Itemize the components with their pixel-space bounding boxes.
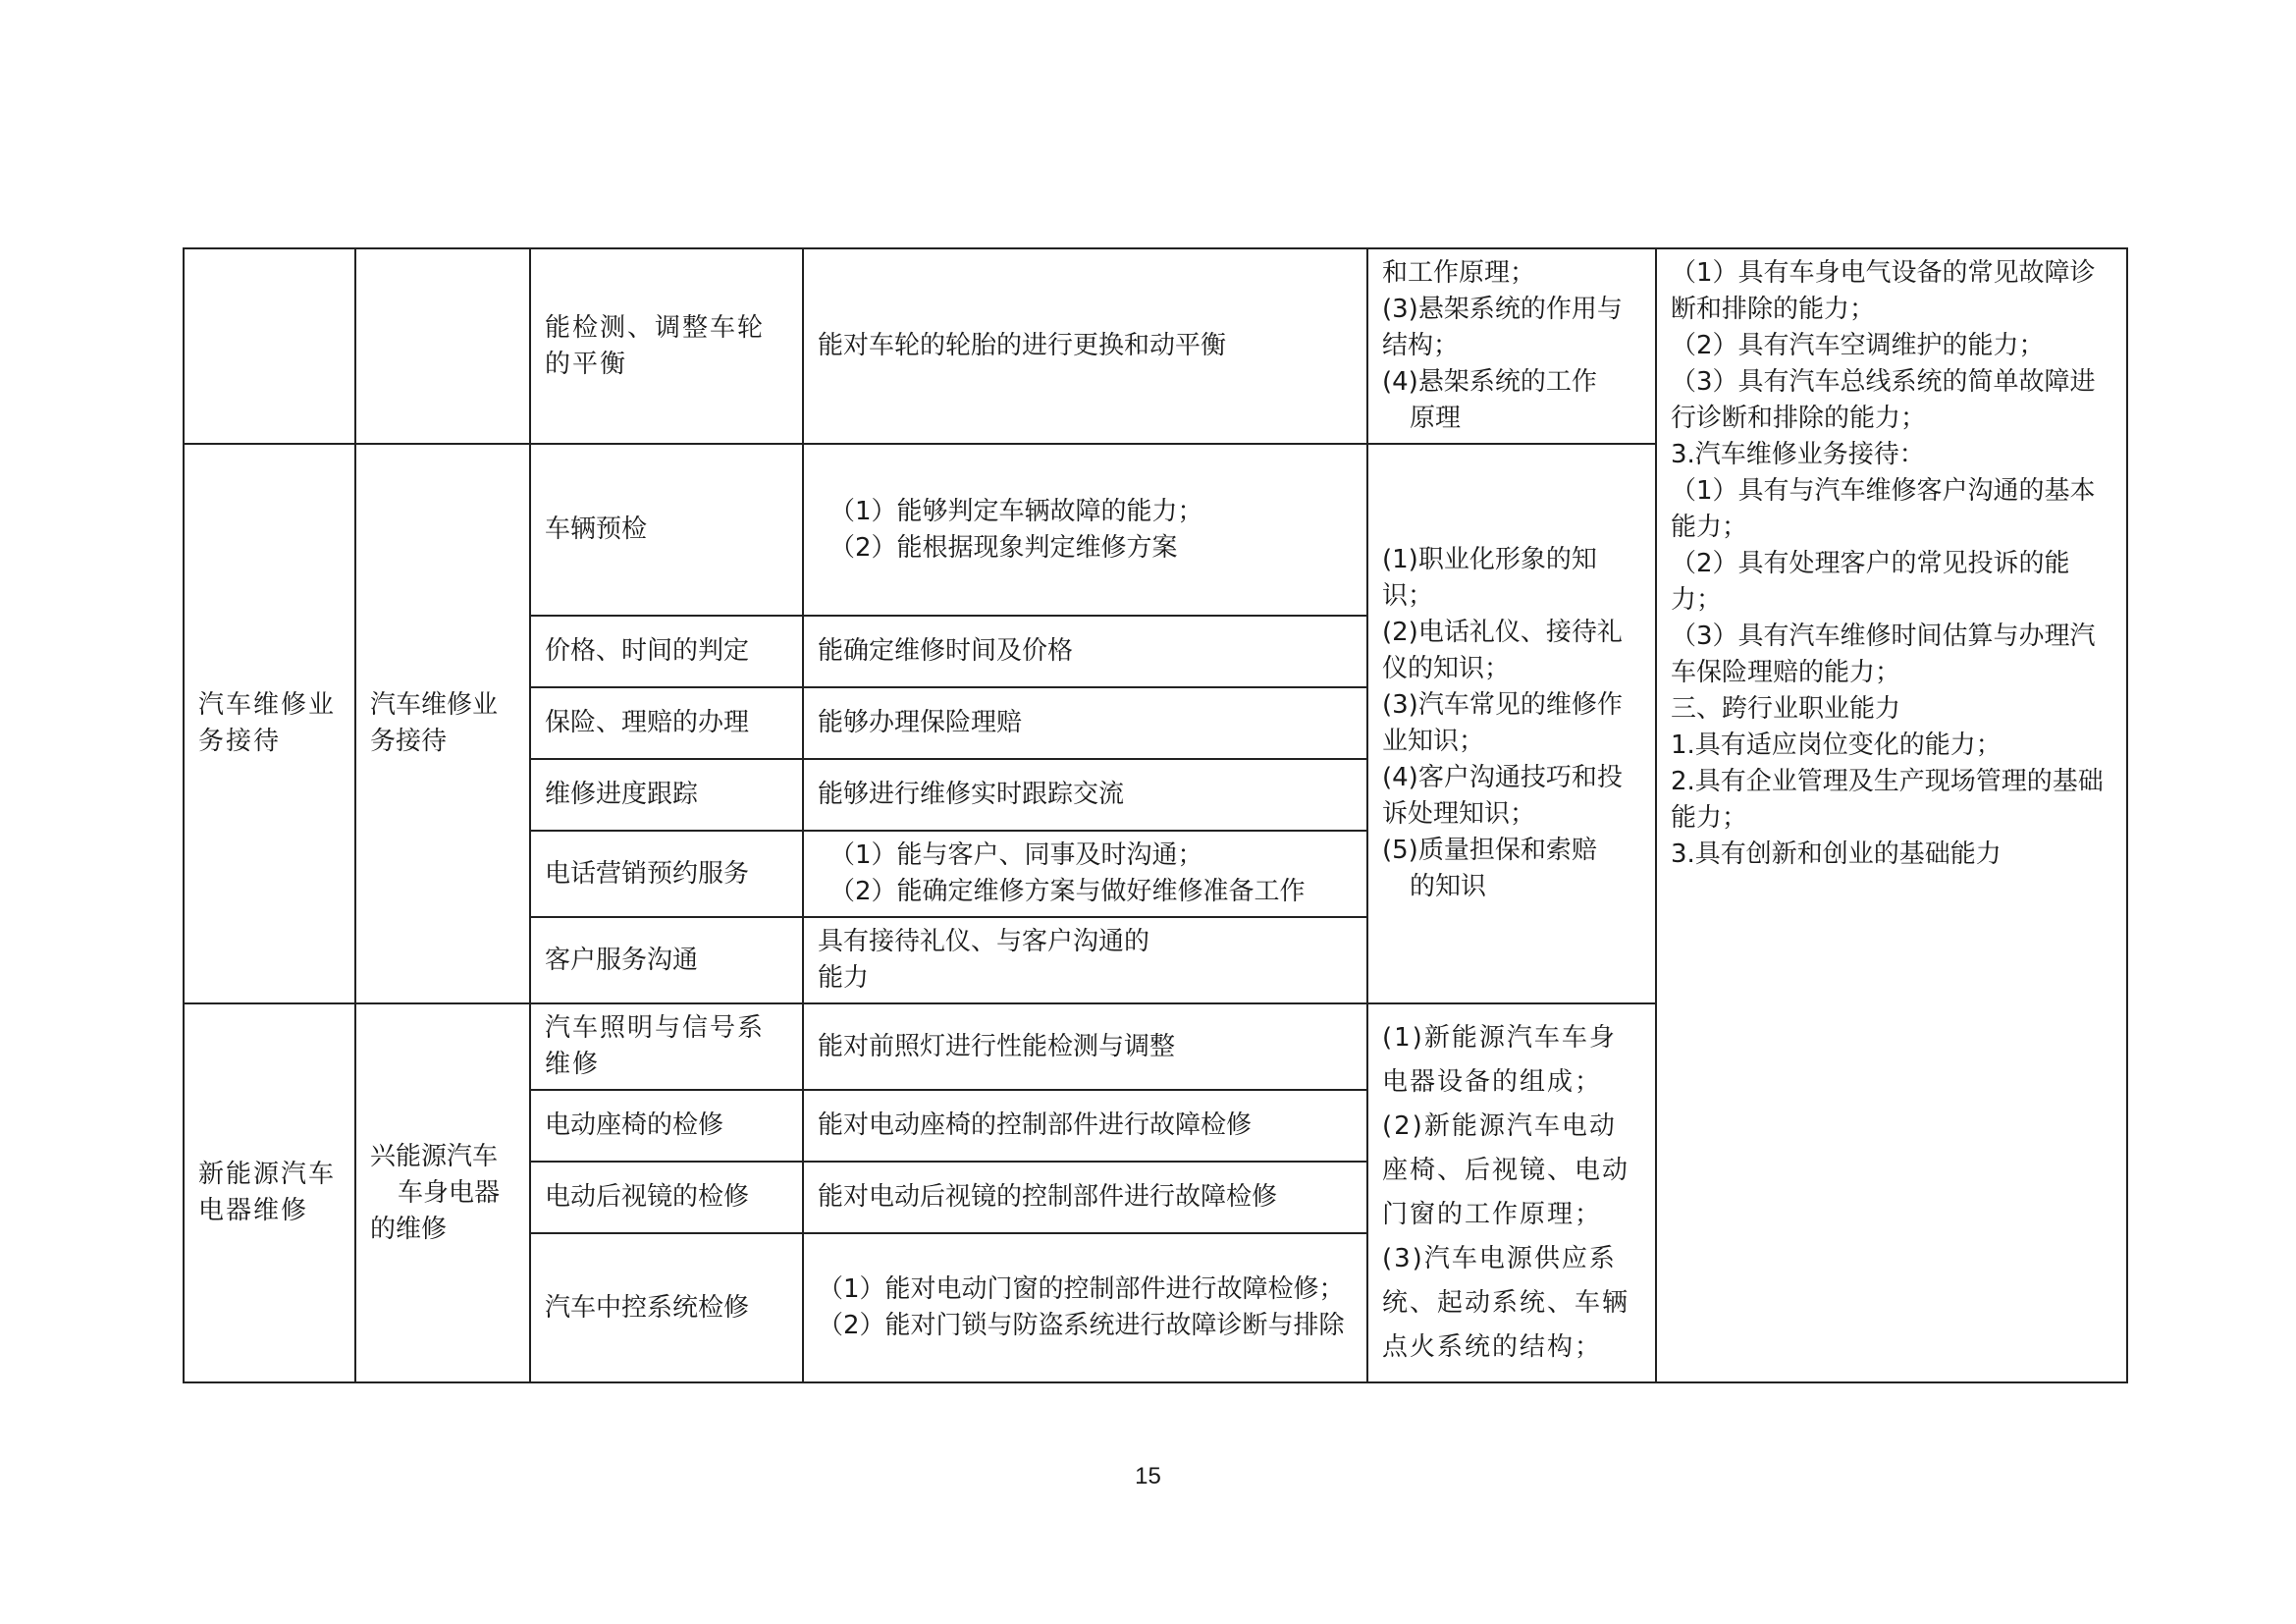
cell-skill: 能确定维修时间及价格 [803, 616, 1367, 687]
cell-area: 新能源汽车电器维修 [184, 1003, 355, 1382]
cell-skill: （1）能对电动门窗的控制部件进行故障检修； （2）能对门锁与防盗系统进行故障诊断与排除 [803, 1233, 1367, 1382]
cell-knowledge: (1)职业化形象的知识； (2)电话礼仪、接待礼仪的知识； (3)汽车常见的维修作业知识； (4)客户沟通技巧和投诉处理知识； (5)质量担保和索赔 的知识 [1367, 444, 1656, 1003]
cell-task: 汽车维修业务接待 [355, 444, 530, 1003]
cell-area: 汽车维修业务接待 [184, 444, 355, 1003]
cell-item: 车辆预检 [530, 444, 803, 616]
cell-skill: （1）能与客户、同事及时沟通； （2）能确定维修方案与做好维修准备工作 [803, 831, 1367, 917]
cell-skill: 具有接待礼仪、与客户沟通的 能力 [803, 917, 1367, 1003]
cell-item: 电话营销预约服务 [530, 831, 803, 917]
cell-item: 保险、理赔的办理 [530, 687, 803, 759]
cell-knowledge: (1)新能源汽车车身电器设备的组成； (2)新能源汽车电动座椅、后视镜、电动门窗的工作原理； (3)汽车电源供应系统、起动系统、车辆点火系统的结构； [1367, 1003, 1656, 1382]
cell-task-empty [355, 248, 530, 444]
cell-item: 能检测、调整车轮的平衡 [530, 248, 803, 444]
cell-area-empty [184, 248, 355, 444]
curriculum-table [183, 247, 2128, 1383]
cell-skill: 能对前照灯进行性能检测与调整 [803, 1003, 1367, 1090]
cell-skill: （1）能够判定车辆故障的能力； （2）能根据现象判定维修方案 [803, 444, 1367, 616]
cell-task: 兴能源汽车 车身电器 的维修 [355, 1003, 530, 1382]
cell-skill: 能够进行维修实时跟踪交流 [803, 759, 1367, 831]
cell-item: 电动后视镜的检修 [530, 1162, 803, 1233]
cell-skill: 能够办理保险理赔 [803, 687, 1367, 759]
cell-knowledge: 和工作原理； (3)悬架系统的作用与结构； (4)悬架系统的工作 原理 [1367, 248, 1656, 444]
page-number: 15 [1135, 1463, 1161, 1489]
cell-item: 维修进度跟踪 [530, 759, 803, 831]
cell-item: 客户服务沟通 [530, 917, 803, 1003]
cell-competency: （1）具有车身电气设备的常见故障诊断和排除的能力； （2）具有汽车空调维护的能力； （3）具有汽车总线系统的简单故障进行诊断和排除的能力； 3.汽车维修业务接待： （1）具有与汽车维修客户沟通的基本能力； （2）具有处理客户的常见投诉的能力； （3）具有汽车维修时间估算与办理汽车保险理赔的能力； 三、跨行业职业能力 1.具有适应岗位变化的能力； 2.具有企业管理及生产现场管理的基础能力； 3.具有创新和创业的基础能力 [1656, 248, 2127, 1382]
cell-item: 汽车中控系统检修 [530, 1233, 803, 1382]
cell-skill: 能对车轮的轮胎的进行更换和动平衡 [803, 248, 1367, 444]
cell-item: 汽车照明与信号系维修 [530, 1003, 803, 1090]
cell-skill: 能对电动座椅的控制部件进行故障检修 [803, 1090, 1367, 1162]
table-row [184, 248, 2127, 444]
cell-item: 电动座椅的检修 [530, 1090, 803, 1162]
cell-item: 价格、时间的判定 [530, 616, 803, 687]
cell-skill: 能对电动后视镜的控制部件进行故障检修 [803, 1162, 1367, 1233]
